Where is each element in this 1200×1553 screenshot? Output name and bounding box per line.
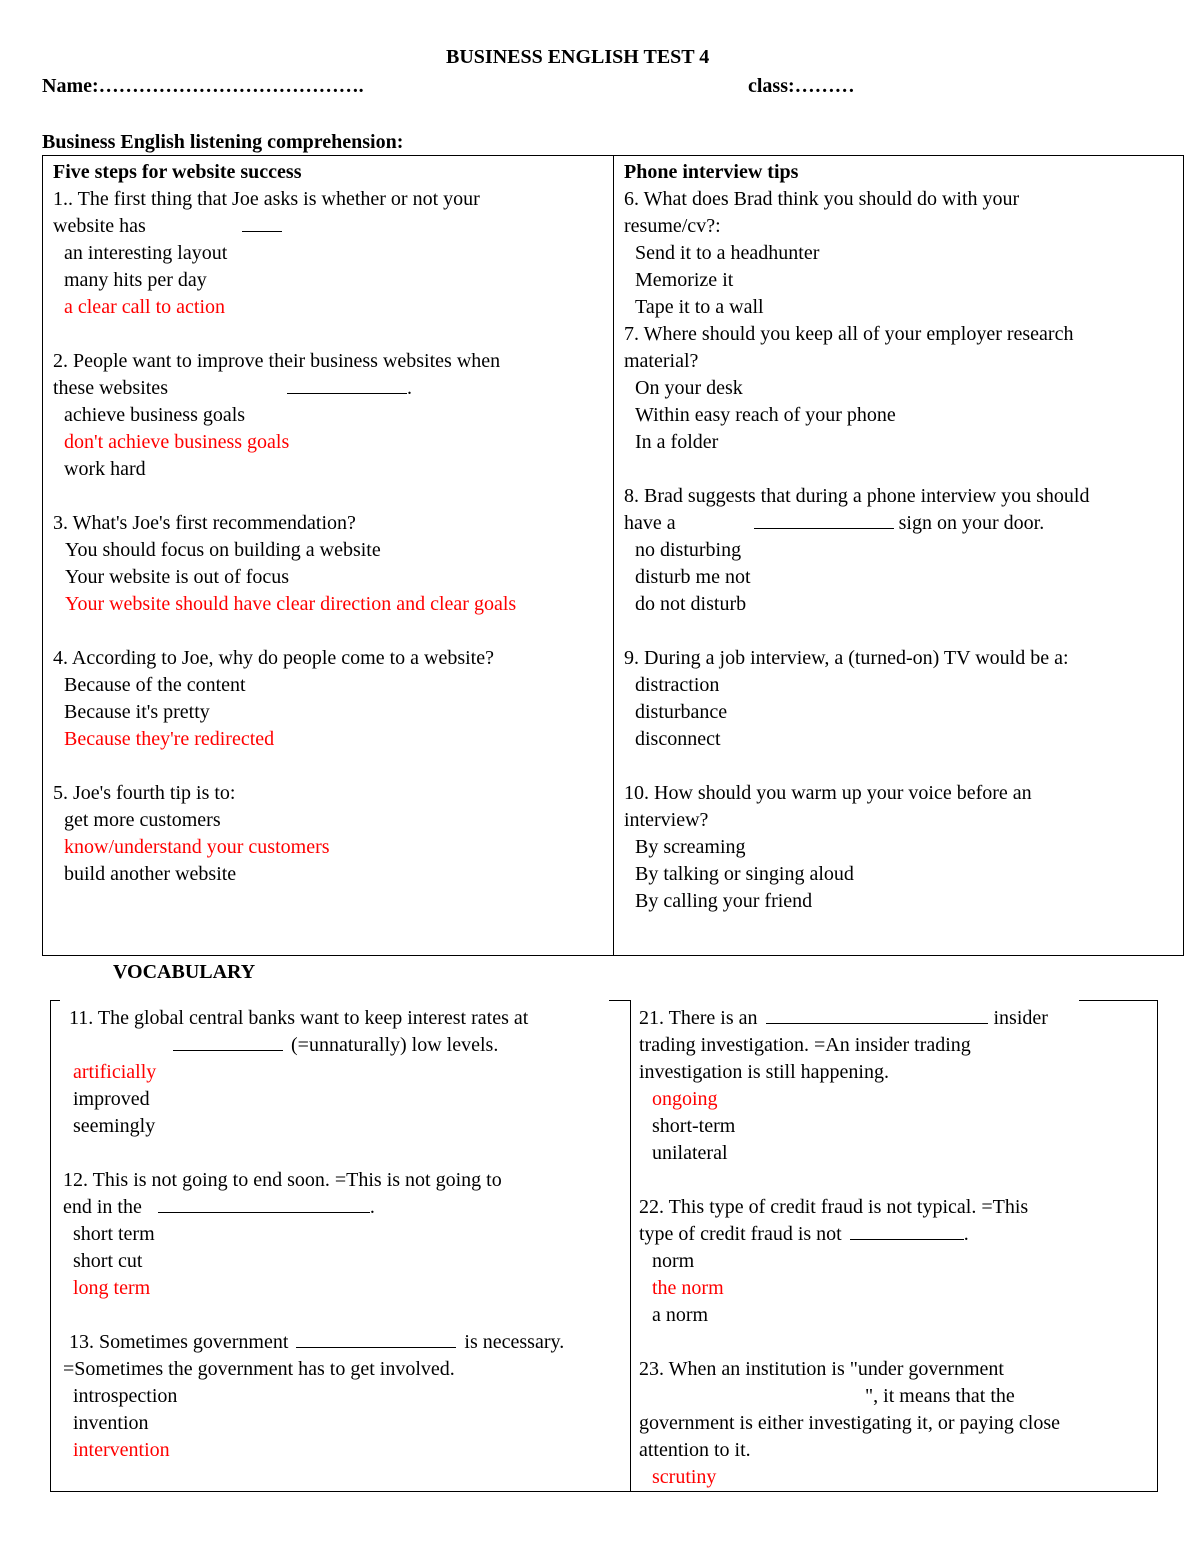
website-success-column [53,159,516,888]
answer-blank [766,1005,988,1024]
question-13-text-b: is necessary. [464,1331,565,1353]
question-1-answer: a clear call to action [64,296,226,318]
question-7-option: Within easy reach of your phone [635,404,896,426]
question-13-answer: intervention [73,1439,170,1461]
question-9-option: disturbance [635,701,728,723]
question-5-option: get more customers [64,809,221,831]
question-22-punct: . [963,1223,969,1245]
question-12-text-2 [63,1194,564,1221]
question-23-answer: scrutiny [652,1466,717,1488]
listening-column-divider [613,155,614,956]
question-12-answer: long term [73,1277,151,1299]
question-21-text-3: investigation is still happening. [639,1061,889,1083]
question-22-option: norm [652,1250,695,1272]
question-10-option: By talking or singing aloud [635,863,854,885]
question-13-text-2: =Sometimes the government has to get involved. [63,1358,455,1380]
vocab-right-border [1157,1000,1158,1491]
question-10-text-2: interview? [624,809,709,831]
question-21-text-a: 21. There is an [639,1007,758,1029]
question-11-option: improved [73,1088,150,1110]
question-11-answer: artificially [73,1061,157,1083]
answer-blank [754,510,894,529]
question-2-punct: . [406,377,412,399]
class-field-label: class:……… [748,75,855,97]
question-1-text: 1.. The first thing that Joe asks is whether or not your [53,188,480,210]
question-21-option: short-term [652,1115,736,1137]
question-11-option: seemingly [73,1115,156,1137]
question-21-text-2: trading investigation. =An insider trading [639,1034,971,1056]
answer-blank [242,213,282,232]
question-8-text-2a: have a [624,512,676,534]
question-21-text-b: insider [993,1007,1048,1029]
question-12-text-2a: end in the [63,1196,142,1218]
test-title: BUSINESS ENGLISH TEST 4 [446,46,710,68]
question-4-option: Because of the content [64,674,246,696]
question-5-text: 5. Joe's fourth tip is to: [53,782,236,804]
question-2-answer: don't achieve business goals [64,431,290,453]
question-23-text: 23. When an institution is "under government [639,1358,1004,1380]
question-7-text-2: material? [624,350,699,372]
question-4-option: Because it's pretty [64,701,210,723]
question-3-option: Your website is out of focus [65,566,290,588]
question-10-option: By screaming [635,836,746,858]
vocab-bottom-border [50,1491,1158,1492]
question-7-text: 7. Where should you keep all of your employer research [624,323,1074,345]
question-11-text: 11. The global central banks want to keep interest rates at [69,1007,529,1029]
question-23-text-4: attention to it. [639,1439,751,1461]
question-1-option: many hits per day [64,269,207,291]
question-6-option: Send it to a headhunter [635,242,820,264]
question-13-text-a: 13. Sometimes government [69,1331,289,1353]
question-11-text-2 [63,1032,564,1059]
question-6-text: 6. What does Brad think you should do with your [624,188,1020,210]
answer-blank [287,375,407,394]
question-21-option: unilateral [652,1142,728,1164]
question-7-option: In a folder [635,431,719,453]
question-2-text: 2. People want to improve their business websites when [53,350,501,372]
question-8-text-2b: sign on your door. [898,512,1045,534]
name-field-label: Name:…………………………………. [42,75,364,97]
answer-blank [850,1221,964,1240]
answer-blank [173,1032,283,1051]
question-12-text: 12. This is not going to end soon. =This is not going to [63,1169,502,1191]
question-5-answer: know/understand your customers [64,836,330,858]
question-6-option: Memorize it [635,269,734,291]
question-22-text-2a: type of credit fraud is not [639,1223,842,1245]
vocab-divider-cap [609,1000,631,1001]
question-3-answer: Your website should have clear direction and clear goals [65,593,517,615]
question-8-option: do not disturb [635,593,747,615]
question-6-text-2: resume/cv?: [624,215,721,237]
question-11-text-2a: (=unnaturally) low levels. [291,1034,499,1056]
question-22-text-2 [639,1221,1060,1248]
vocab-left-column [63,1005,564,1464]
question-2-text-2 [53,375,516,402]
question-3-option: You should focus on building a website [65,539,381,561]
question-1-text-2a: website has [53,215,146,237]
question-23-text-2: ", it means that the [865,1385,1015,1407]
vocabulary-heading: VOCABULARY [113,961,256,983]
question-3-text: 3. What's Joe's first recommendation? [53,512,356,534]
question-8-option: no disturbing [635,539,742,561]
question-10-text: 10. How should you warm up your voice before an [624,782,1032,804]
question-9-option: disconnect [635,728,721,750]
phone-interview-title: Phone interview tips [624,161,799,183]
question-8-text-2 [624,510,1090,537]
vocab-top-border-left [50,1000,60,1001]
question-6-option: Tape it to a wall [635,296,764,318]
question-22-text: 22. This type of credit fraud is not typical. =This [639,1196,1029,1218]
question-2-option: achieve business goals [64,404,246,426]
question-8-option: disturb me not [635,566,751,588]
question-8-text: 8. Brad suggests that during a phone interview you should [624,485,1090,507]
question-21-text [639,1005,1060,1032]
vocab-top-border-right [1079,1000,1158,1001]
question-4-text: 4. According to Joe, why do people come to a website? [53,647,494,669]
question-10-option: By calling your friend [635,890,813,912]
question-13-text [63,1329,564,1356]
listening-section-heading: Business English listening comprehension: [42,131,404,153]
question-9-text: 9. During a job interview, a (turned-on) TV would be a: [624,647,1069,669]
vocab-right-column [639,1005,1060,1491]
question-21-answer: ongoing [652,1088,718,1110]
website-success-title: Five steps for website success [53,161,302,183]
question-4-answer: Because they're redirected [64,728,275,750]
question-13-option: invention [73,1412,149,1434]
question-22-answer: the norm [652,1277,724,1299]
vocab-left-border [50,1000,51,1491]
phone-interview-column [624,159,1090,915]
question-1-option: an interesting layout [64,242,228,264]
question-13-option: introspection [73,1385,178,1407]
question-2-text-2a: these websites [53,377,168,399]
question-7-option: On your desk [635,377,743,399]
question-22-option: a norm [652,1304,709,1326]
question-5-option: build another website [64,863,237,885]
question-12-option: short cut [73,1250,143,1272]
question-1-text-2 [53,213,516,240]
answer-blank [296,1329,456,1348]
question-12-punct: . [369,1196,375,1218]
vocab-column-divider [630,1000,631,1491]
answer-blank [158,1194,370,1213]
question-12-option: short term [73,1223,155,1245]
question-23-text-3: government is either investigating it, or paying close [639,1412,1061,1434]
question-9-option: distraction [635,674,720,696]
question-2-option: work hard [64,458,146,480]
